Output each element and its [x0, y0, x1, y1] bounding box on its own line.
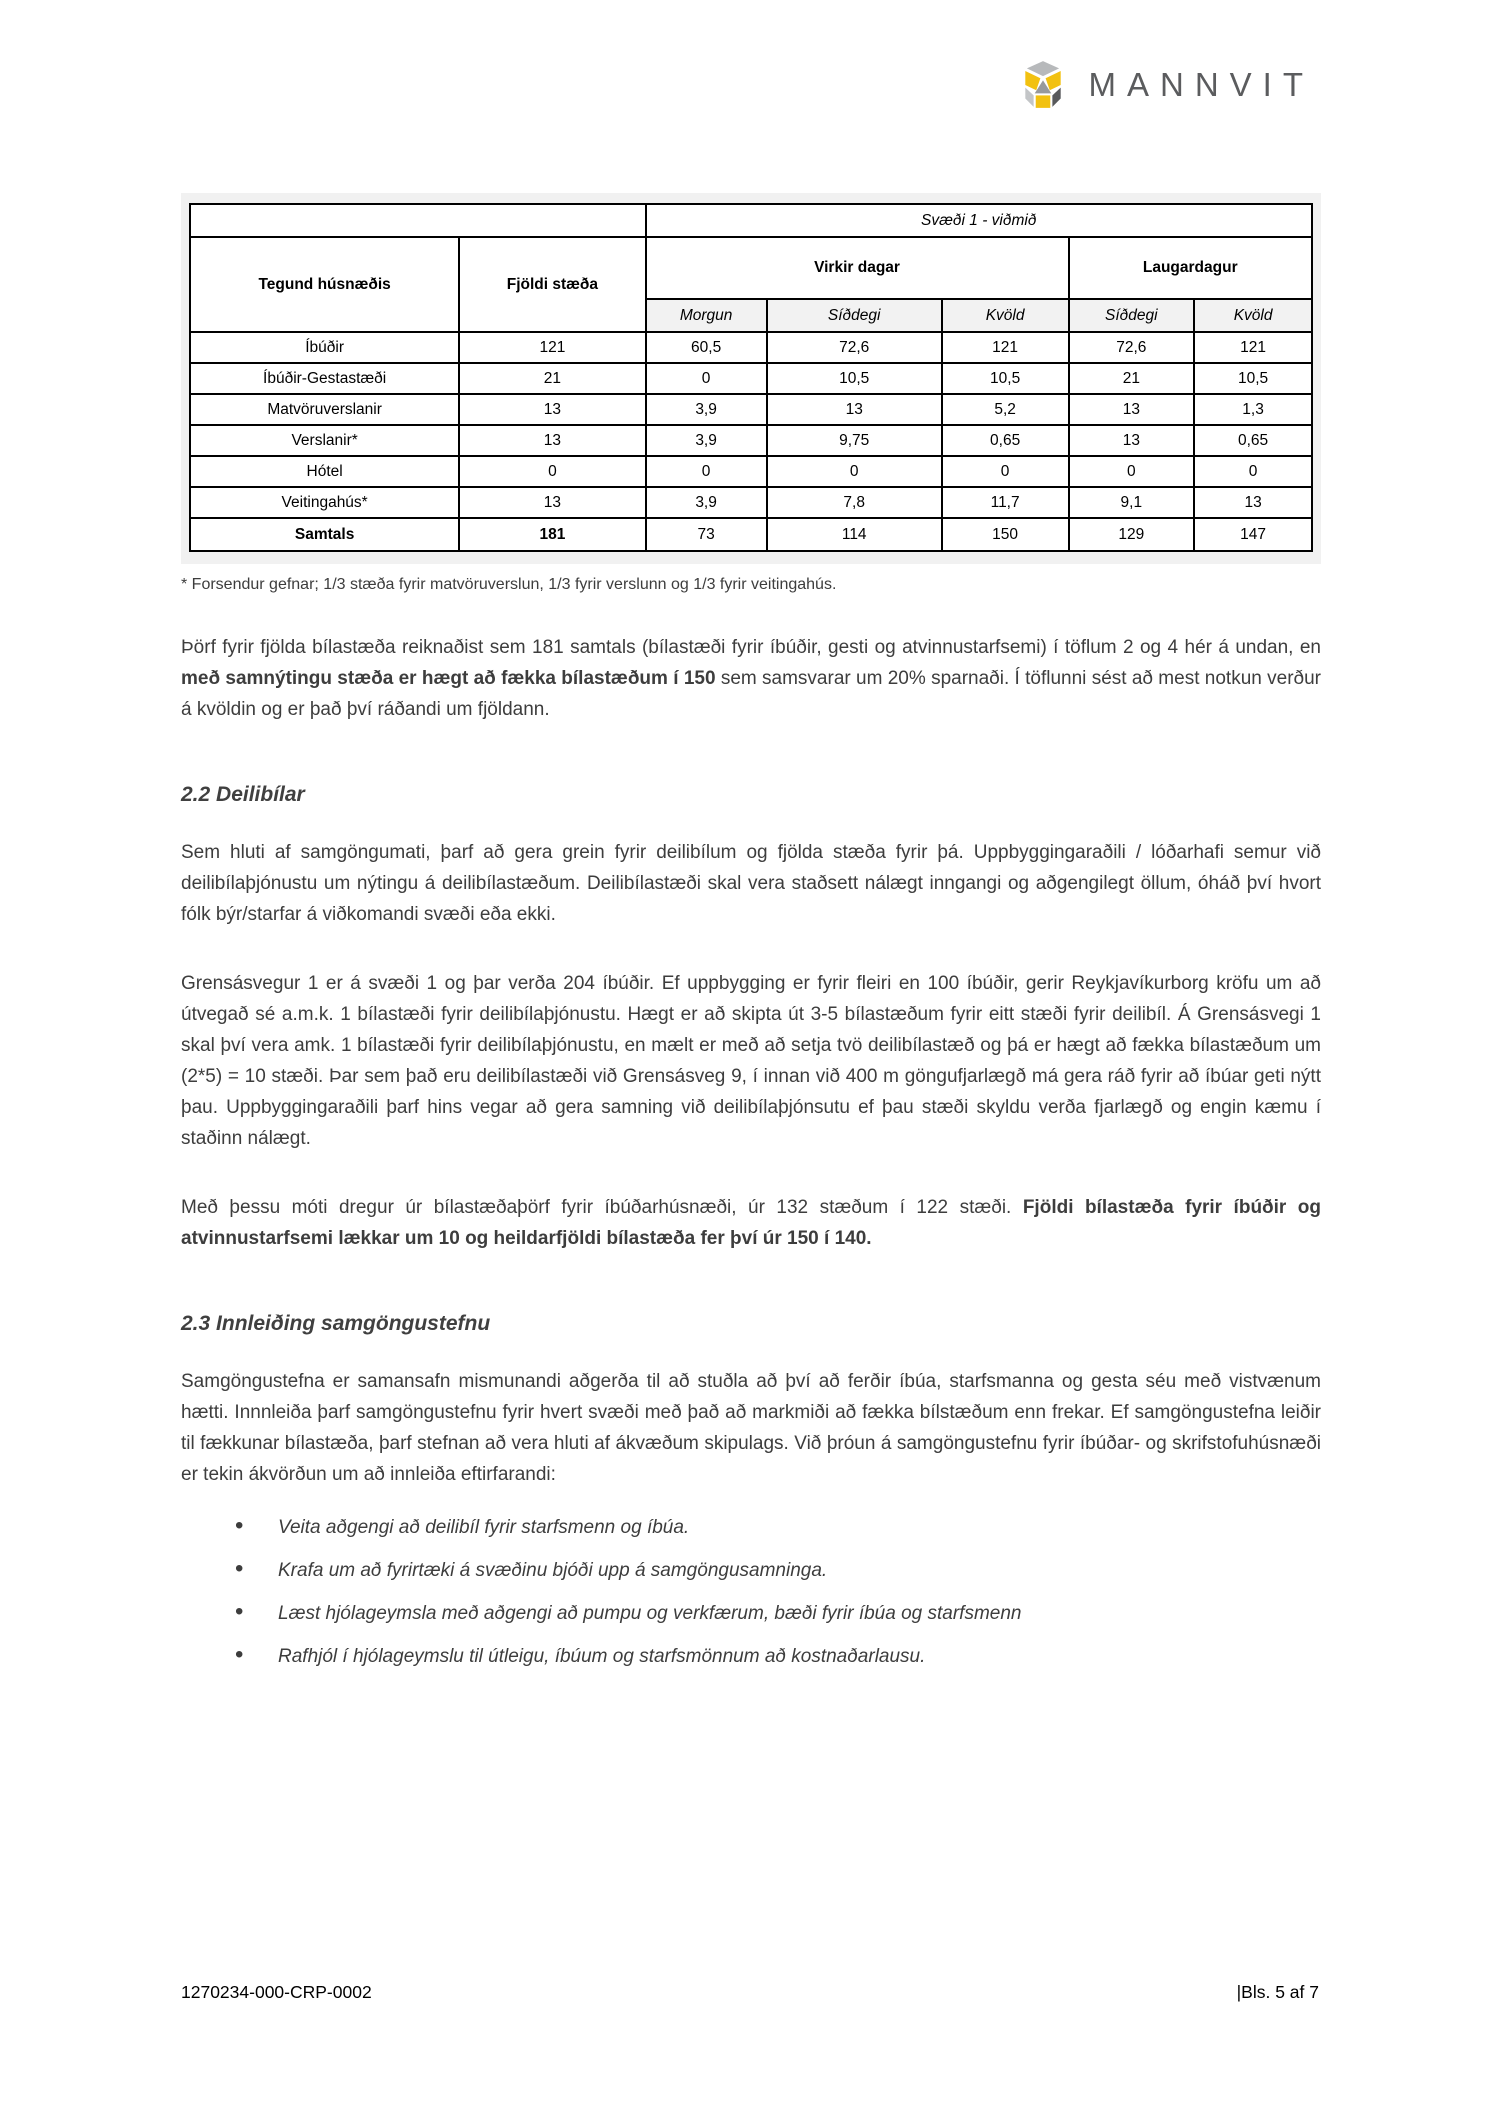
list-item: • Veita aðgengi að deilibíl fyrir starfsmenn og íbúa.	[235, 1516, 1321, 1540]
table-row	[190, 332, 1312, 363]
row-value: 11,7	[942, 487, 1069, 518]
row-value: 7,8	[767, 487, 942, 518]
row-value: 121	[1194, 332, 1312, 363]
row-value: 0,65	[1194, 425, 1312, 456]
total-label: Samtals	[190, 518, 459, 551]
row-value: 121	[942, 332, 1069, 363]
row-value: 0,65	[942, 425, 1069, 456]
row-value: 1,3	[1194, 394, 1312, 425]
region-header-row	[190, 204, 1312, 237]
table-row	[190, 487, 1312, 518]
row-count: 0	[459, 456, 645, 487]
section-2-2-paragraph-2: Grensásvegur 1 er á svæði 1 og þar verða 204 íbúðir. Ef uppbygging er fyrir fleiri en 100 íbúðir, gerir Reykjavíkurborg kröfu um að útvegað sé a.m.k. 1 bílastæði fyrir deilibílaþjónustu. Hægt er að skipta út 3-5 bílastæðum fyrir eitt stæði fyrir deilibíl. Á Grensásvegi 1 skal því vera amk. 1 bílastæði fyrir deilibílaþjónustu, en mælt er með að setja tvö deilibílastæð og þá er hægt að fækka bílastæðum um (2*5) = 10 stæði. Þar sem það eru deilibílastæði við Grensásveg 9, í innan við 400 m göngufjarlægð má gera ráð fyrir að íbúar geti nýtt þau. Uppbyggingaraðili þarf hins vegar að gera samning við deilibílaþjónsutu ef þau stæði skyldu verða fjarlægð og engin kæmu í staðinn nálægt.	[181, 973, 1321, 1149]
row-value: 0	[1069, 456, 1195, 487]
col-header-period: Kvöld	[942, 299, 1069, 332]
row-count: 121	[459, 332, 645, 363]
row-value: 13	[1069, 394, 1195, 425]
row-value: 3,9	[646, 487, 767, 518]
mannvit-logo	[1017, 60, 1315, 110]
section-2-2-paragraph-1: Sem hluti af samgöngumati, þarf að gera grein fyrir deilibílum og fjölda stæða fyrir þá. Uppbyggingaraðili / lóðarhafi semur við deilibílaþjónustu um nýtingu á deilibílastæðum. Deilibílastæði skal vera staðsett nálægt inngangi og aðgengilegt öllum, óháð því hvort fólk býr/starfar á viðkomandi svæði eða ekki.	[181, 842, 1321, 925]
parking-table	[189, 203, 1313, 552]
row-value: 9,75	[767, 425, 942, 456]
section-2-2-title: 2.2 Deilibílar	[181, 783, 305, 806]
total-count: 181	[459, 518, 645, 551]
row-count: 13	[459, 425, 645, 456]
row-value: 0	[646, 363, 767, 394]
row-value: 10,5	[1194, 363, 1312, 394]
list-item: • Rafhjól í hjólageymslu til útleigu, íbúum og starfsmönnum að kostnaðarlausu.	[235, 1645, 1321, 1669]
col-header-period: Síðdegi	[767, 299, 942, 332]
row-value: 60,5	[646, 332, 767, 363]
summary-text-post: sem samsvarar um 20% sparnaði. Í töflunni sést að mest notkun verður á kvöldin og er það því ráðandi um fjöldann.	[181, 668, 1321, 720]
row-label: Hótel	[190, 456, 459, 487]
row-value: 0	[1194, 456, 1312, 487]
list-item: • Krafa um að fyrirtæki á svæðinu bjóði upp á samgöngusamninga.	[235, 1559, 1321, 1583]
total-value: 114	[767, 518, 942, 551]
total-value: 147	[1194, 518, 1312, 551]
row-count: 21	[459, 363, 645, 394]
row-value: 13	[1194, 487, 1312, 518]
region-header-cell: Svæði 1 - viðmið	[646, 204, 1312, 237]
row-value: 10,5	[767, 363, 942, 394]
row-label: Matvöruverslanir	[190, 394, 459, 425]
col-header-period: Kvöld	[1194, 299, 1312, 332]
summary-text-pre: Þörf fyrir fjölda bílastæða reiknaðist sem 181 samtals (bílastæði fyrir íbúðir, gesti og atvinnustarfsemi) í töflum 2 og 4 hér á undan, en	[181, 637, 1321, 658]
row-label: Veitingahús*	[190, 487, 459, 518]
table-row	[190, 425, 1312, 456]
section-2-2-paragraph-3	[181, 1192, 1321, 1254]
row-value: 0	[767, 456, 942, 487]
row-value: 9,1	[1069, 487, 1195, 518]
total-value-highlighted: 150	[942, 518, 1069, 551]
total-value: 129	[1069, 518, 1195, 551]
section-2-3-title: 2.3 Innleiðing samgöngustefnu	[181, 1312, 491, 1335]
mannvit-hexagon-icon	[1017, 60, 1069, 110]
summary-text-bold: með samnýtingu stæða er hægt að fækka bílastæðum í 150	[181, 668, 716, 689]
row-value: 5,2	[942, 394, 1069, 425]
row-label: Verslanir*	[190, 425, 459, 456]
p3-text-bold: Fjöldi bílastæða fyrir íbúðir og atvinnustarfsemi lækkar um 10 og heildarfjöldi bílastæða fer því úr 150 í 140.	[181, 1197, 1322, 1249]
row-value: 3,9	[646, 394, 767, 425]
blank-cell	[190, 204, 646, 237]
table-row	[190, 363, 1312, 394]
footer-page-number: |Bls. 5 af 7	[1236, 1982, 1319, 2002]
table-total-row	[190, 518, 1312, 551]
row-value: 10,5	[942, 363, 1069, 394]
measures-bullet-list	[235, 1516, 1321, 1669]
table-row	[190, 456, 1312, 487]
row-value: 21	[1069, 363, 1195, 394]
row-count: 13	[459, 394, 645, 425]
list-item: • Læst hjólageymsla með aðgengi að pumpu og verkfærum, bæði fyrir íbúa og starfsmenn	[235, 1602, 1321, 1626]
row-value: 3,9	[646, 425, 767, 456]
col-header-period: Síðdegi	[1069, 299, 1195, 332]
brand-wordmark: MANNVIT	[1088, 66, 1314, 103]
footer-document-number: 1270234-000-CRP-0002	[181, 1982, 372, 2002]
row-value: 0	[942, 456, 1069, 487]
summary-paragraph	[181, 632, 1321, 725]
col-header-type: Tegund húsnæðis	[190, 237, 459, 332]
row-value: 72,6	[1069, 332, 1195, 363]
total-value: 73	[646, 518, 767, 551]
row-count: 13	[459, 487, 645, 518]
col-header-saturday: Laugardagur	[1069, 237, 1313, 299]
col-header-weekdays: Virkir dagar	[646, 237, 1069, 299]
row-value: 72,6	[767, 332, 942, 363]
section-2-3-paragraph-1: Samgöngustefna er samansafn mismunandi aðgerða til að stuðla að því að ferðir íbúa, starfsmanna og gesta séu með vistvænum hætti. Innnleiða þarf samgöngustefnu fyrir hvert svæði með það að markmiði að fækka bílstæðum enn frekar. Ef samgöngustefna leiðir til fækkunar bílastæða, þarf stefnan að vera hluti af ákvæðum skipulags. Við þróun á samgöngustefnu fyrir íbúðar- og skrifstofuhúsnæði er tekin ákvörðun um að innleiða eftirfarandi:	[181, 1371, 1321, 1485]
table-footnote: * Forsendur gefnar; 1/3 stæða fyrir matvöruverslun, 1/3 fyrir verslunn og 1/3 fyrir veitingahús.	[181, 576, 837, 593]
row-value: 13	[767, 394, 942, 425]
p3-text-pre: Með þessu móti dregur úr bílastæðaþörf fyrir íbúðarhúsnæði, úr 132 stæðum í 122 stæði.	[181, 1197, 1023, 1218]
page-content	[181, 193, 1321, 1688]
table-row	[190, 394, 1312, 425]
row-label: Íbúðir-Gestastæði	[190, 363, 459, 394]
parking-table-sheet	[181, 193, 1321, 564]
main-header-row	[190, 237, 1312, 299]
row-value: 0	[646, 456, 767, 487]
col-header-count: Fjöldi stæða	[459, 237, 645, 332]
row-value: 13	[1069, 425, 1195, 456]
col-header-period: Morgun	[646, 299, 767, 332]
row-label: Íbúðir	[190, 332, 459, 363]
